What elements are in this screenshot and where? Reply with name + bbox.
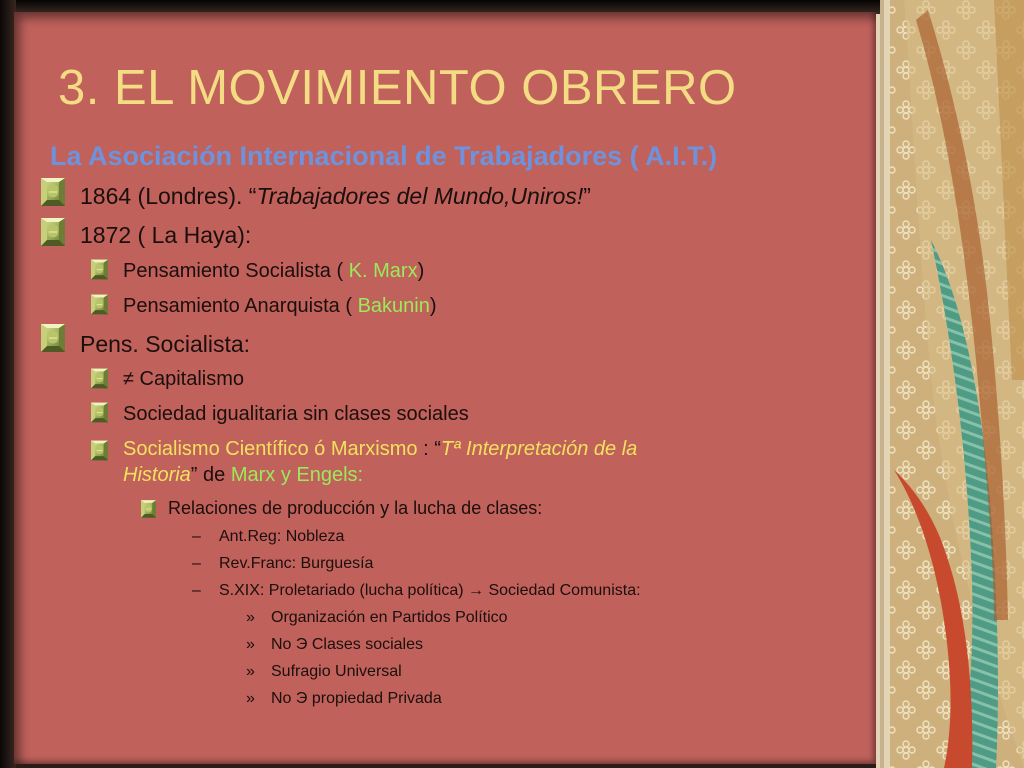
bullet-relaciones-produccion: Relaciones de producción y la lucha de clases:	[168, 498, 543, 518]
text-segment: : “	[417, 438, 441, 460]
bullet-icon	[91, 368, 108, 389]
bullet-socialismo-cientifico	[123, 438, 637, 461]
item-no-propiedad: No Э propiedad Privada	[271, 690, 442, 707]
raquo-marker: »	[246, 636, 255, 653]
item-s-xix: S.XIX: Proletariado (lucha política) → Sociedad Comunista:	[219, 582, 641, 599]
item-organizacion-partidos: Organización en Partidos Político	[271, 609, 508, 626]
quote-text: Tª Interpretación de la	[440, 438, 638, 460]
bullet-icon	[41, 178, 65, 206]
slide-subtitle: La Asociación Internacional de Trabajadores ( A.I.T.)	[50, 141, 718, 171]
item-rev-franc: Rev.Franc: Burguesía	[219, 555, 374, 572]
text-segment: Pensamiento Socialista (	[123, 260, 349, 282]
raquo-marker: »	[246, 609, 255, 626]
text-segment: )	[417, 260, 425, 282]
decorative-pattern-art	[876, 0, 1024, 768]
bullet-icon	[41, 324, 65, 352]
bullet-icon	[91, 440, 108, 461]
bullet-icon	[91, 402, 108, 423]
bullet-1872-la-haya: 1872 ( La Haya):	[80, 222, 252, 248]
bullet-sociedad-igualitaria: Sociedad igualitaria sin clases sociales	[123, 403, 469, 425]
dash-marker: –	[192, 555, 201, 572]
highlight-name: Bakunin	[357, 295, 430, 317]
raquo-marker: »	[246, 663, 255, 680]
item-sufragio: Sufragio Universal	[271, 663, 402, 680]
bullet-pensamiento-socialista	[123, 260, 424, 283]
quote-text: Historia	[123, 464, 191, 486]
bullet-icon	[41, 218, 65, 246]
raquo-marker: »	[246, 690, 255, 707]
text-segment: ” de	[190, 464, 231, 486]
text-segment: Pensamiento Anarquista (	[123, 295, 358, 317]
text-segment: )	[429, 295, 437, 317]
dash-marker: –	[192, 582, 201, 599]
decorative-side-panel	[876, 0, 1024, 768]
highlight-name: K. Marx	[348, 260, 418, 282]
quote-text: Trabajadores del Mundo,Uniros!	[256, 183, 584, 209]
item-no-clases: No Э Clases sociales	[271, 636, 423, 653]
bullet-pens-socialista: Pens. Socialista:	[80, 331, 251, 357]
bullet-icon	[141, 500, 156, 518]
slide-title: 3. EL MOVIMIENTO OBRERO	[58, 61, 737, 115]
dash-marker: –	[192, 528, 201, 545]
bullet-pensamiento-anarquista	[123, 295, 437, 318]
item-ant-reg: Ant.Reg: Nobleza	[219, 528, 345, 545]
bullet-socialismo-cientifico-cont	[123, 464, 363, 487]
bullet-icon	[91, 294, 108, 315]
text-segment: ”	[583, 183, 591, 209]
highlight-name: Marx y Engels:	[230, 464, 364, 486]
text-segment: 1864 (Londres). “	[80, 183, 257, 209]
bullet-icon	[91, 259, 108, 280]
bullet-1864-londres	[80, 183, 591, 210]
bullet-capitalismo: ≠ Capitalismo	[123, 368, 245, 390]
highlight-term: Socialismo Científico ó Marxismo	[123, 438, 418, 460]
